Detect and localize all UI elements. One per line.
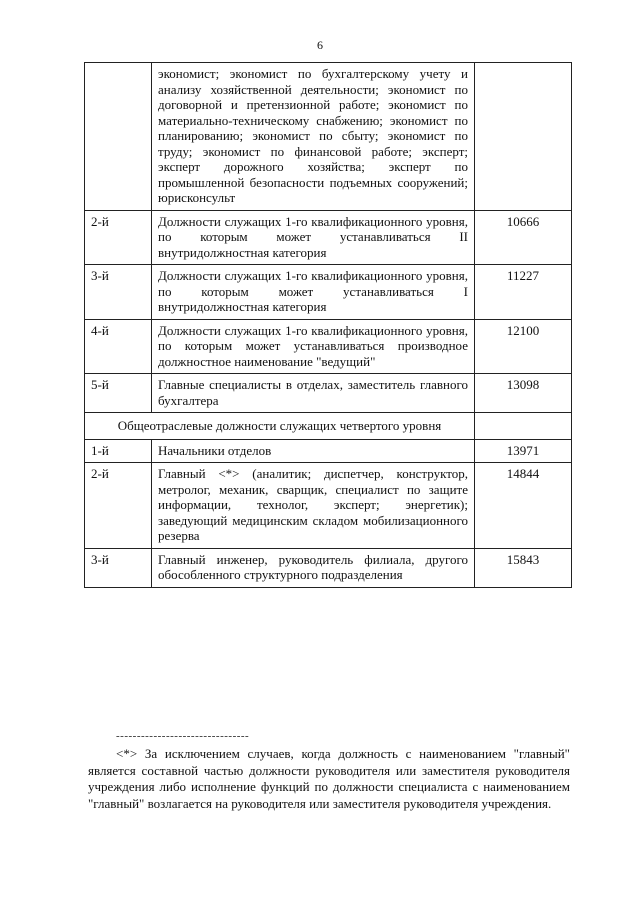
footnote-text: <*> За исключением случаев, когда должность с наименованием "главный" является составной частью должности руководителя или заместителя руководителя учреждения либо исполнение функций по должности специалиста с наименованием "главный" возлагается на руководителя или заместителя руководителя учреждения.	[88, 746, 570, 811]
table-row	[85, 265, 572, 320]
section-title: Общеотраслевые должности служащих четвертого уровня	[85, 413, 475, 440]
section-header-row	[85, 413, 572, 440]
table-row	[85, 63, 572, 211]
salary-cell	[475, 63, 572, 211]
position-cell: Главные специалисты в отделах, заместитель главного бухгалтера	[152, 374, 475, 413]
position-cell: Главный <*> (аналитик; диспетчер, конструктор, метролог, механик, сварщик, специалист по защите информации, технолог, эксперт; энергетик); заведующий медицинским складом мобилизационного резерва	[152, 463, 475, 549]
level-cell: 4-й	[85, 319, 152, 374]
position-cell: Должности служащих 1-го квалификационного уровня, по которым может устанавливаться I внутридолжностная категория	[152, 265, 475, 320]
salary-cell: 10666	[475, 210, 572, 265]
level-cell: 1-й	[85, 439, 152, 463]
table-row	[85, 439, 572, 463]
salary-cell: 15843	[475, 548, 572, 587]
section-empty-cell	[475, 413, 572, 440]
position-cell: Должности служащих 1-го квалификационного уровня, по которым может устанавливаться II внутридолжностная категория	[152, 210, 475, 265]
salary-cell: 14844	[475, 463, 572, 549]
level-cell	[85, 63, 152, 211]
salary-cell: 13098	[475, 374, 572, 413]
salary-cell: 11227	[475, 265, 572, 320]
footnote-separator: --------------------------------	[116, 730, 250, 742]
table-row	[85, 319, 572, 374]
level-cell: 2-й	[85, 463, 152, 549]
salary-cell: 12100	[475, 319, 572, 374]
level-cell: 2-й	[85, 210, 152, 265]
salary-table	[84, 62, 572, 588]
position-cell: Главный инженер, руководитель филиала, другого обособленного структурного подразделения	[152, 548, 475, 587]
position-cell: Должности служащих 1-го квалификационного уровня, по которым может устанавливаться производное должностное наименование "ведущий"	[152, 319, 475, 374]
level-cell: 3-й	[85, 265, 152, 320]
page-number: 6	[317, 38, 323, 52]
level-cell: 5-й	[85, 374, 152, 413]
salary-cell: 13971	[475, 439, 572, 463]
position-cell: Начальники отделов	[152, 439, 475, 463]
table-row	[85, 210, 572, 265]
table-row	[85, 463, 572, 549]
level-cell: 3-й	[85, 548, 152, 587]
position-cell: экономист; экономист по бухгалтерскому учету и анализу хозяйственной деятельности; экономист по договорной и претензионной работе; экономист по материально-техническому снабжению; экономист по планированию; экономист по сбыту; экономист по труду; экономист по финансовой работе; эксперт; эксперт дорожного хозяйства; эксперт по промышленной безопасности подъемных сооружений; юрисконсульт	[152, 63, 475, 211]
table-row	[85, 548, 572, 587]
table-row	[85, 374, 572, 413]
